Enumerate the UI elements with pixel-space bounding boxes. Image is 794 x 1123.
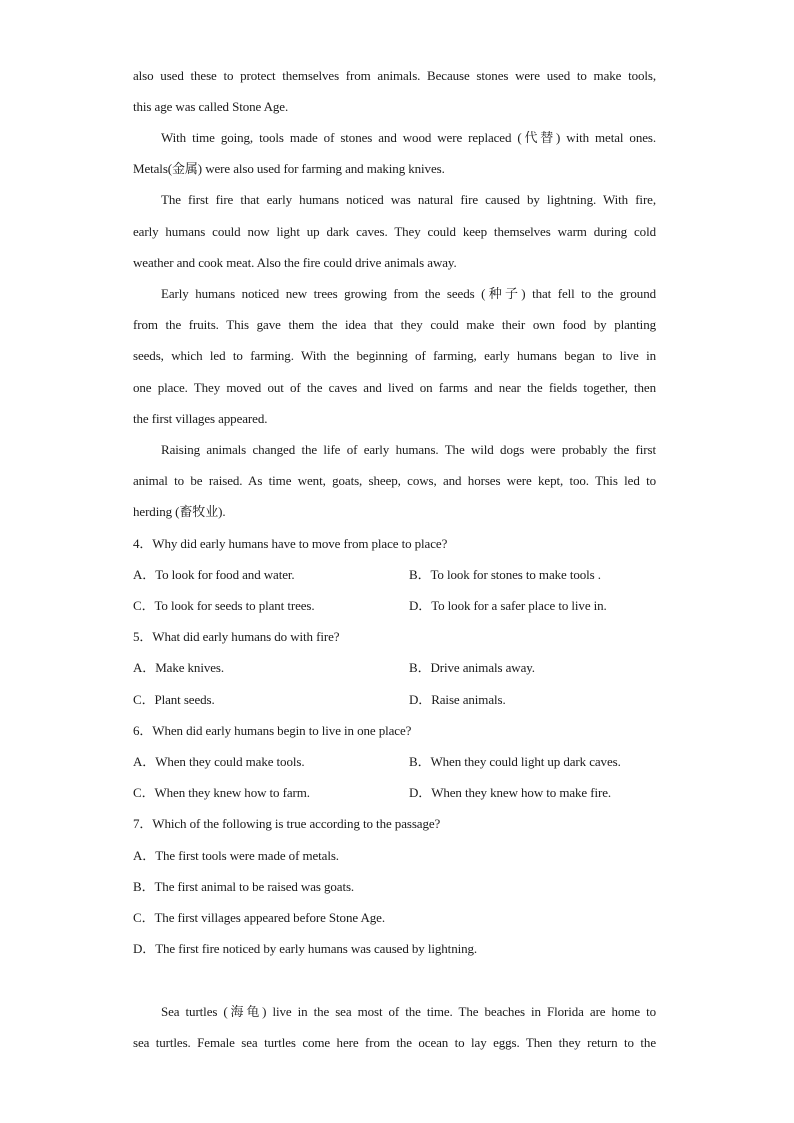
option-c[interactable]: C．When they knew how to farm. xyxy=(133,785,310,800)
option-d[interactable]: D．Raise animals. xyxy=(409,692,506,707)
passage-line: herding (畜牧业). xyxy=(133,504,226,519)
passage-line: The first fire that early humans noticed was natural fire caused by lightning. With fire, xyxy=(161,192,656,207)
passage-line: early humans could now light up dark caves. They could keep themselves warm during cold xyxy=(133,224,656,239)
option-c[interactable]: C．To look for seeds to plant trees. xyxy=(133,598,315,613)
option-d[interactable]: D．When they knew how to make fire. xyxy=(409,785,612,800)
question-stem: 4．Why did early humans have to move from place to place? xyxy=(133,536,448,551)
option-d[interactable]: D．To look for a safer place to live in. xyxy=(409,598,607,613)
passage-line: animal to be raised. As time went, goats, sheep, cows, and horses were kept, too. This led to xyxy=(133,473,656,488)
option-b[interactable]: B．The first animal to be raised was goats. xyxy=(133,879,355,894)
option-a[interactable]: A．The first tools were made of metals. xyxy=(133,848,339,863)
question-stem: 7．Which of the following is true according to the passage? xyxy=(133,816,441,831)
option-b[interactable]: B．When they could light up dark caves. xyxy=(409,754,621,769)
option-c[interactable]: C．The first villages appeared before Stone Age. xyxy=(133,910,385,925)
option-a[interactable]: A．When they could make tools. xyxy=(133,754,305,769)
option-c[interactable]: C．Plant seeds. xyxy=(133,692,215,707)
passage-line: Metals(金属) were also used for farming and making knives. xyxy=(133,161,445,176)
passage-line: Sea turtles (海龟) live in the sea most of the time. The beaches in Florida are home to xyxy=(161,1004,656,1019)
option-a[interactable]: A．Make knives. xyxy=(133,660,225,675)
passage-line: also used these to protect themselves from animals. Because stones were used to make tools, xyxy=(133,68,656,83)
passage-line: the first villages appeared. xyxy=(133,411,268,426)
passage-line: weather and cook meat. Also the fire could drive animals away. xyxy=(133,255,457,270)
option-b[interactable]: B．To look for stones to make tools . xyxy=(409,567,601,582)
question-stem: 6．When did early humans begin to live in one place? xyxy=(133,723,412,738)
passage-line: With time going, tools made of stones and wood were replaced (代替) with metal ones. xyxy=(161,130,656,145)
passage-line: this age was called Stone Age. xyxy=(133,99,289,114)
option-b[interactable]: B．Drive animals away. xyxy=(409,660,535,675)
passage-line: seeds, which led to farming. With the beginning of farming, early humans began to live in xyxy=(133,348,656,363)
passage-line: Early humans noticed new trees growing from the seeds (种子) that fell to the ground xyxy=(161,286,656,301)
passage-line: Raising animals changed the life of early humans. The wild dogs were probably the first xyxy=(161,442,656,457)
passage-line: from the fruits. This gave them the idea that they could make their own food by planting xyxy=(133,317,656,332)
question-stem: 5．What did early humans do with fire? xyxy=(133,629,340,644)
option-a[interactable]: A．To look for food and water. xyxy=(133,567,295,582)
option-d[interactable]: D．The first fire noticed by early humans was caused by lightning. xyxy=(133,941,478,956)
passage-line: sea turtles. Female sea turtles come here from the ocean to lay eggs. Then they return to the xyxy=(133,1035,656,1050)
passage-line: one place. They moved out of the caves and lived on farms and near the fields together, then xyxy=(133,380,656,395)
